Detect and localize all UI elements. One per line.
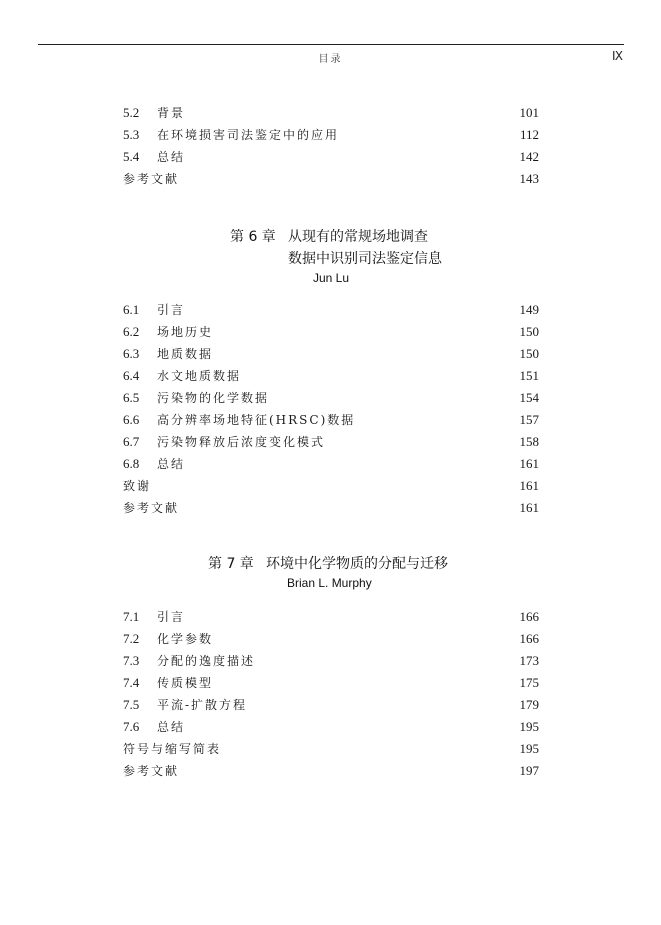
toc-entry-number: 7.2 <box>123 631 140 646</box>
toc-entry-page: 154 <box>519 390 539 405</box>
toc-entry-title: 总结 <box>157 720 186 734</box>
header-rule <box>38 44 624 45</box>
toc-entry-title: 参考文献 <box>123 501 180 515</box>
toc-entry[interactable] <box>123 124 539 146</box>
toc-entry-title: 分配的逸度描述 <box>157 654 256 668</box>
toc-entry-title: 污染物的化学数据 <box>157 391 270 405</box>
toc-entry[interactable] <box>123 102 539 124</box>
toc-entry-page: 197 <box>519 763 539 778</box>
chapter-6-title-line2: 数据中识别司法鉴定信息 <box>288 251 442 267</box>
toc-entry-page: 195 <box>519 719 539 734</box>
running-header-title: 目录 <box>318 54 343 65</box>
toc-entry-title: 污染物释放后浓度变化模式 <box>157 435 326 449</box>
toc-entry-page: 157 <box>519 412 539 427</box>
toc-entry[interactable] <box>123 738 539 760</box>
toc-chapter-6-list <box>123 299 539 519</box>
toc-entry-number: 6.8 <box>123 456 140 471</box>
toc-entry-number: 7.4 <box>123 675 140 690</box>
toc-entry-title: 致谢 <box>123 479 152 493</box>
toc-entry-page: 166 <box>519 609 539 624</box>
toc-entry-title: 符号与缩写简表 <box>123 742 222 756</box>
toc-entry[interactable] <box>123 453 539 475</box>
toc-entry-number: 7.1 <box>123 609 140 624</box>
toc-entry[interactable] <box>123 321 539 343</box>
toc-entry[interactable] <box>123 760 539 782</box>
toc-entry-page: 158 <box>519 434 539 449</box>
toc-entry[interactable] <box>123 650 539 672</box>
toc-entry-title: 引言 <box>157 303 186 317</box>
toc-entry-number: 6.5 <box>123 390 140 405</box>
toc-entry-page: 161 <box>519 456 539 471</box>
toc-entry-page: 101 <box>519 105 539 120</box>
toc-entry-number: 7.3 <box>123 653 140 668</box>
toc-entry[interactable] <box>123 431 539 453</box>
chapter-6-label: 第 6 章 <box>230 229 276 245</box>
toc-entry-title: 化学参数 <box>157 632 214 646</box>
toc-entry[interactable] <box>123 716 539 738</box>
toc-entry-number: 6.1 <box>123 302 140 317</box>
toc-entry[interactable] <box>123 606 539 628</box>
toc-entry-page: 142 <box>519 149 539 164</box>
toc-entry-page: 195 <box>519 741 539 756</box>
toc-entry[interactable] <box>123 146 539 168</box>
toc-entry-title: 总结 <box>157 457 186 471</box>
toc-entry-page: 151 <box>519 368 539 383</box>
toc-entry-number: 6.6 <box>123 412 140 427</box>
toc-entry-number: 6.7 <box>123 434 140 449</box>
toc-entry-page: 166 <box>519 631 539 646</box>
toc-entry-page: 150 <box>519 324 539 339</box>
toc-entry-number: 7.5 <box>123 697 140 712</box>
running-header-page-number: Ⅸ <box>611 49 623 63</box>
toc-entry[interactable] <box>123 672 539 694</box>
toc-entry-page: 161 <box>519 500 539 515</box>
toc-entry-title: 场地历史 <box>157 325 214 339</box>
toc-chapter-7-list <box>123 606 539 782</box>
toc-entry-title: 水文地质数据 <box>157 369 242 383</box>
toc-entry-number: 5.3 <box>123 127 140 142</box>
toc-entry-page: 173 <box>519 653 539 668</box>
toc-entry-page: 179 <box>519 697 539 712</box>
chapter-7-author: Brian L. Murphy <box>287 576 372 590</box>
toc-entry[interactable] <box>123 387 539 409</box>
toc-entry-page: 143 <box>519 171 539 186</box>
toc-section-5-list <box>123 102 539 190</box>
toc-entry-number: 7.6 <box>123 719 140 734</box>
toc-entry-title: 高分辨率场地特征(HRSC)数据 <box>157 413 356 427</box>
toc-entry[interactable] <box>123 475 539 497</box>
toc-entry-title: 在环境损害司法鉴定中的应用 <box>157 128 340 142</box>
toc-entry[interactable] <box>123 299 539 321</box>
toc-entry-title: 地质数据 <box>157 347 214 361</box>
toc-entry[interactable] <box>123 168 539 190</box>
toc-entry-title: 总结 <box>157 150 186 164</box>
toc-entry-title: 参考文献 <box>123 764 180 778</box>
toc-entry[interactable] <box>123 343 539 365</box>
toc-entry-title: 传质模型 <box>157 676 214 690</box>
toc-entry[interactable] <box>123 409 539 431</box>
toc-entry-number: 6.4 <box>123 368 140 383</box>
chapter-6-author: Jun Lu <box>313 271 350 285</box>
toc-entry[interactable] <box>123 365 539 387</box>
toc-entry-title: 背景 <box>157 106 186 120</box>
toc-entry-page: 175 <box>519 675 539 690</box>
chapter-7-title-line1: 环境中化学物质的分配与迁移 <box>266 556 448 572</box>
chapter-6-title-line1: 从现有的常规场地调查 <box>288 229 428 245</box>
toc-entry-number: 5.2 <box>123 105 140 120</box>
toc-entry[interactable] <box>123 497 539 519</box>
toc-entry-page: 149 <box>519 302 539 317</box>
toc-entry[interactable] <box>123 628 539 650</box>
toc-entry[interactable] <box>123 694 539 716</box>
toc-entry-page: 112 <box>519 127 539 142</box>
toc-entry-number: 6.3 <box>123 346 140 361</box>
toc-entry-title: 平流-扩散方程 <box>157 698 248 712</box>
toc-entry-number: 6.2 <box>123 324 140 339</box>
toc-entry-page: 161 <box>519 478 539 493</box>
toc-entry-title: 引言 <box>157 610 186 624</box>
toc-entry-page: 150 <box>519 346 539 361</box>
toc-entry-title: 参考文献 <box>123 172 180 186</box>
chapter-7-label: 第 7 章 <box>208 556 254 572</box>
toc-entry-number: 5.4 <box>123 149 140 164</box>
